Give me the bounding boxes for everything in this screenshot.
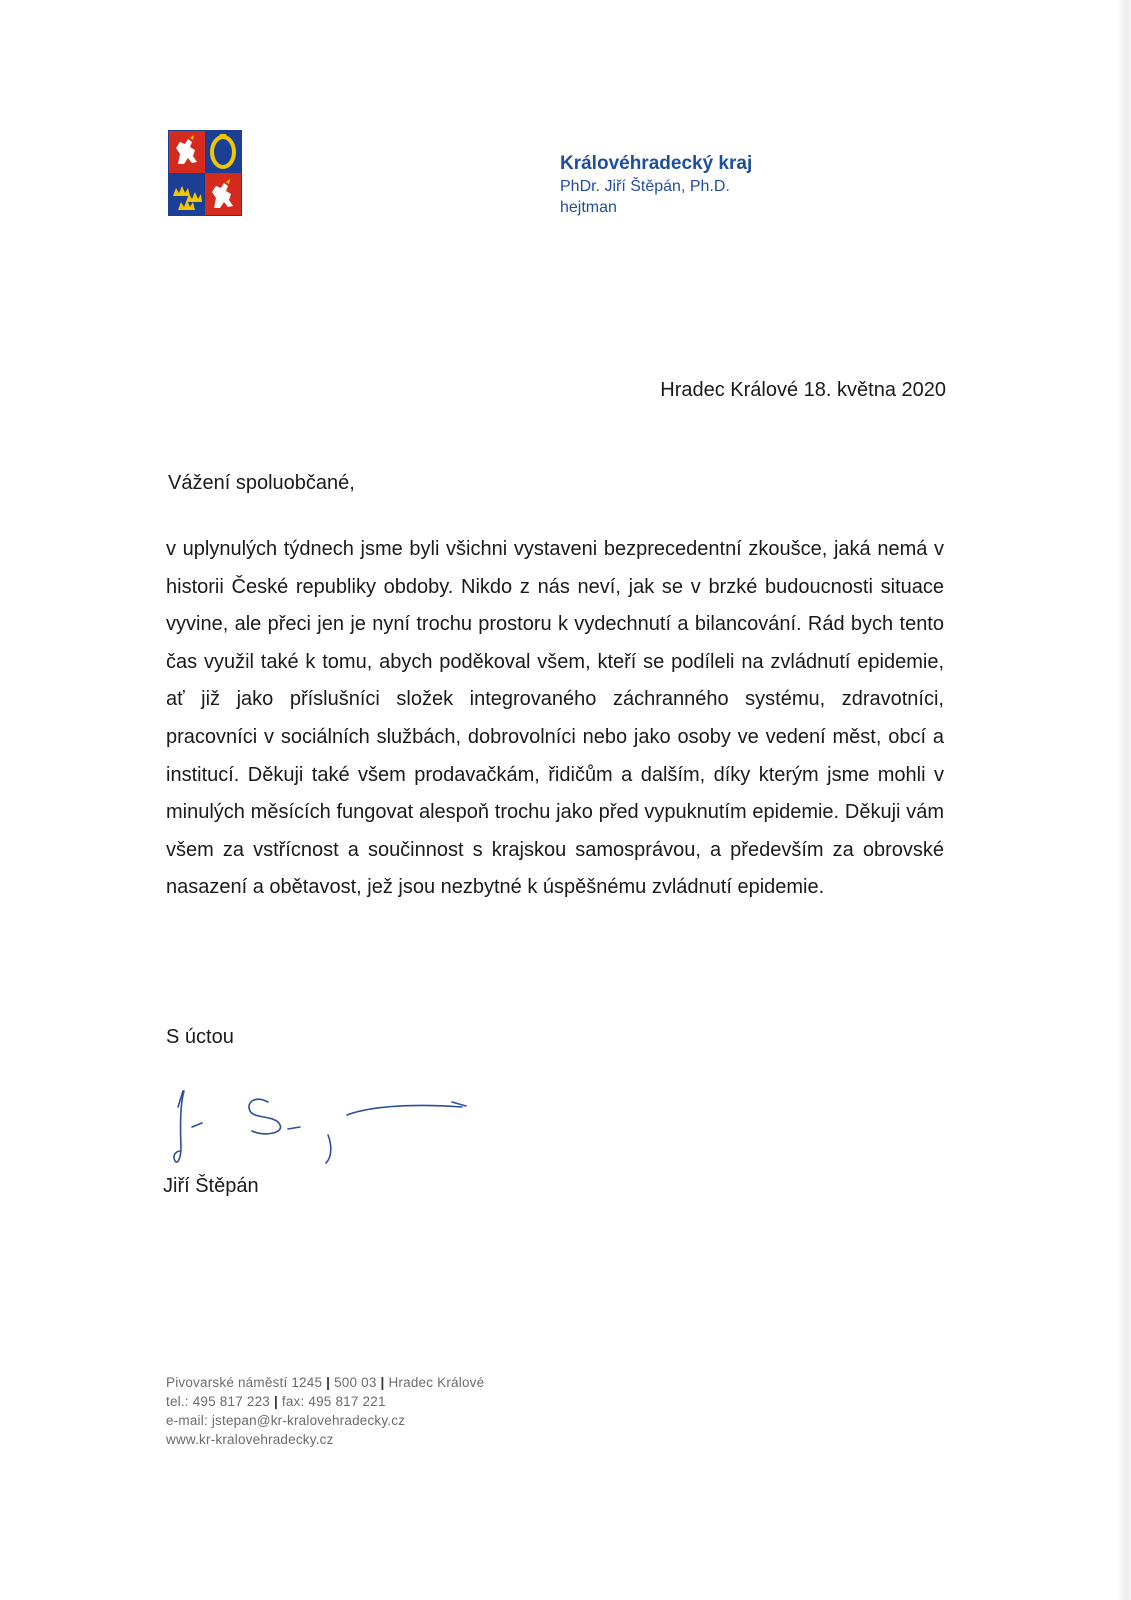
- organization-name: Královéhradecký kraj: [560, 153, 753, 174]
- separator: |: [380, 1375, 385, 1390]
- handwritten-signature: [150, 1085, 490, 1225]
- email: e-mail: jstepan@kr-kralovehradecky.cz: [166, 1413, 406, 1428]
- address-city: Hradec Králové: [388, 1375, 485, 1390]
- letterhead: [560, 152, 752, 218]
- website: www.kr-kralovehradecky.cz: [166, 1432, 334, 1447]
- phone: tel.: 495 817 223: [166, 1394, 270, 1409]
- separator: |: [273, 1394, 278, 1409]
- place-and-date: Hradec Králové 18. května 2020: [660, 379, 946, 401]
- official-name: PhDr. Jiří Štěpán, Ph.D.: [560, 178, 730, 195]
- footer-address-line: [166, 1373, 484, 1392]
- official-title: hejtman: [560, 199, 617, 216]
- scan-edge-shadow: [1117, 0, 1131, 1600]
- address-street: Pivovarské náměstí 1245: [166, 1375, 323, 1390]
- signer-name: Jiří Štěpán: [163, 1175, 259, 1197]
- footer-contacts: [166, 1373, 484, 1449]
- letter-body: v uplynulých týdnech jsme byli všichni vystaveni bezprecedentní zkoušce, jaká nemá v historii České republiky obdoby. Nikdo z nás neví, jak se v brzké budoucnosti situace vyvine, ale přeci jen je nyní trochu prostoru k vydechnutí a bilancování. Rád bych tento čas využil také k tomu, abych poděkoval všem, kteří se podíleli na zvládnutí epidemie, ať již jako příslušníci složek integrovaného záchranného systému, zdravotníci, pracovníci v sociálních službách, dobrovolníci nebo jako osoby ve vedení měst, obcí a institucí. Děkuji také všem prodavačkám, řidičům a dalším, díky kterým jsme mohli v minulých měsících fungovat alespoň trochu jako před vypuknutím epidemie. Děkuji vám všem za vstřícnost a součinnost s krajskou samosprávou, a především za obrovské nasazení a obětavost, jež jsou nezbytné k úspěšnému zvládnutí epidemie.: [166, 538, 944, 899]
- salutation: Vážení spoluobčané,: [168, 472, 355, 494]
- address-zip: 500 03: [334, 1375, 377, 1390]
- regional-coat-of-arms-icon: [168, 130, 242, 216]
- footer-phone-line: [166, 1392, 484, 1411]
- fax: fax: 495 817 221: [281, 1394, 386, 1409]
- separator: |: [326, 1375, 331, 1390]
- closing: S úctou: [166, 1026, 234, 1048]
